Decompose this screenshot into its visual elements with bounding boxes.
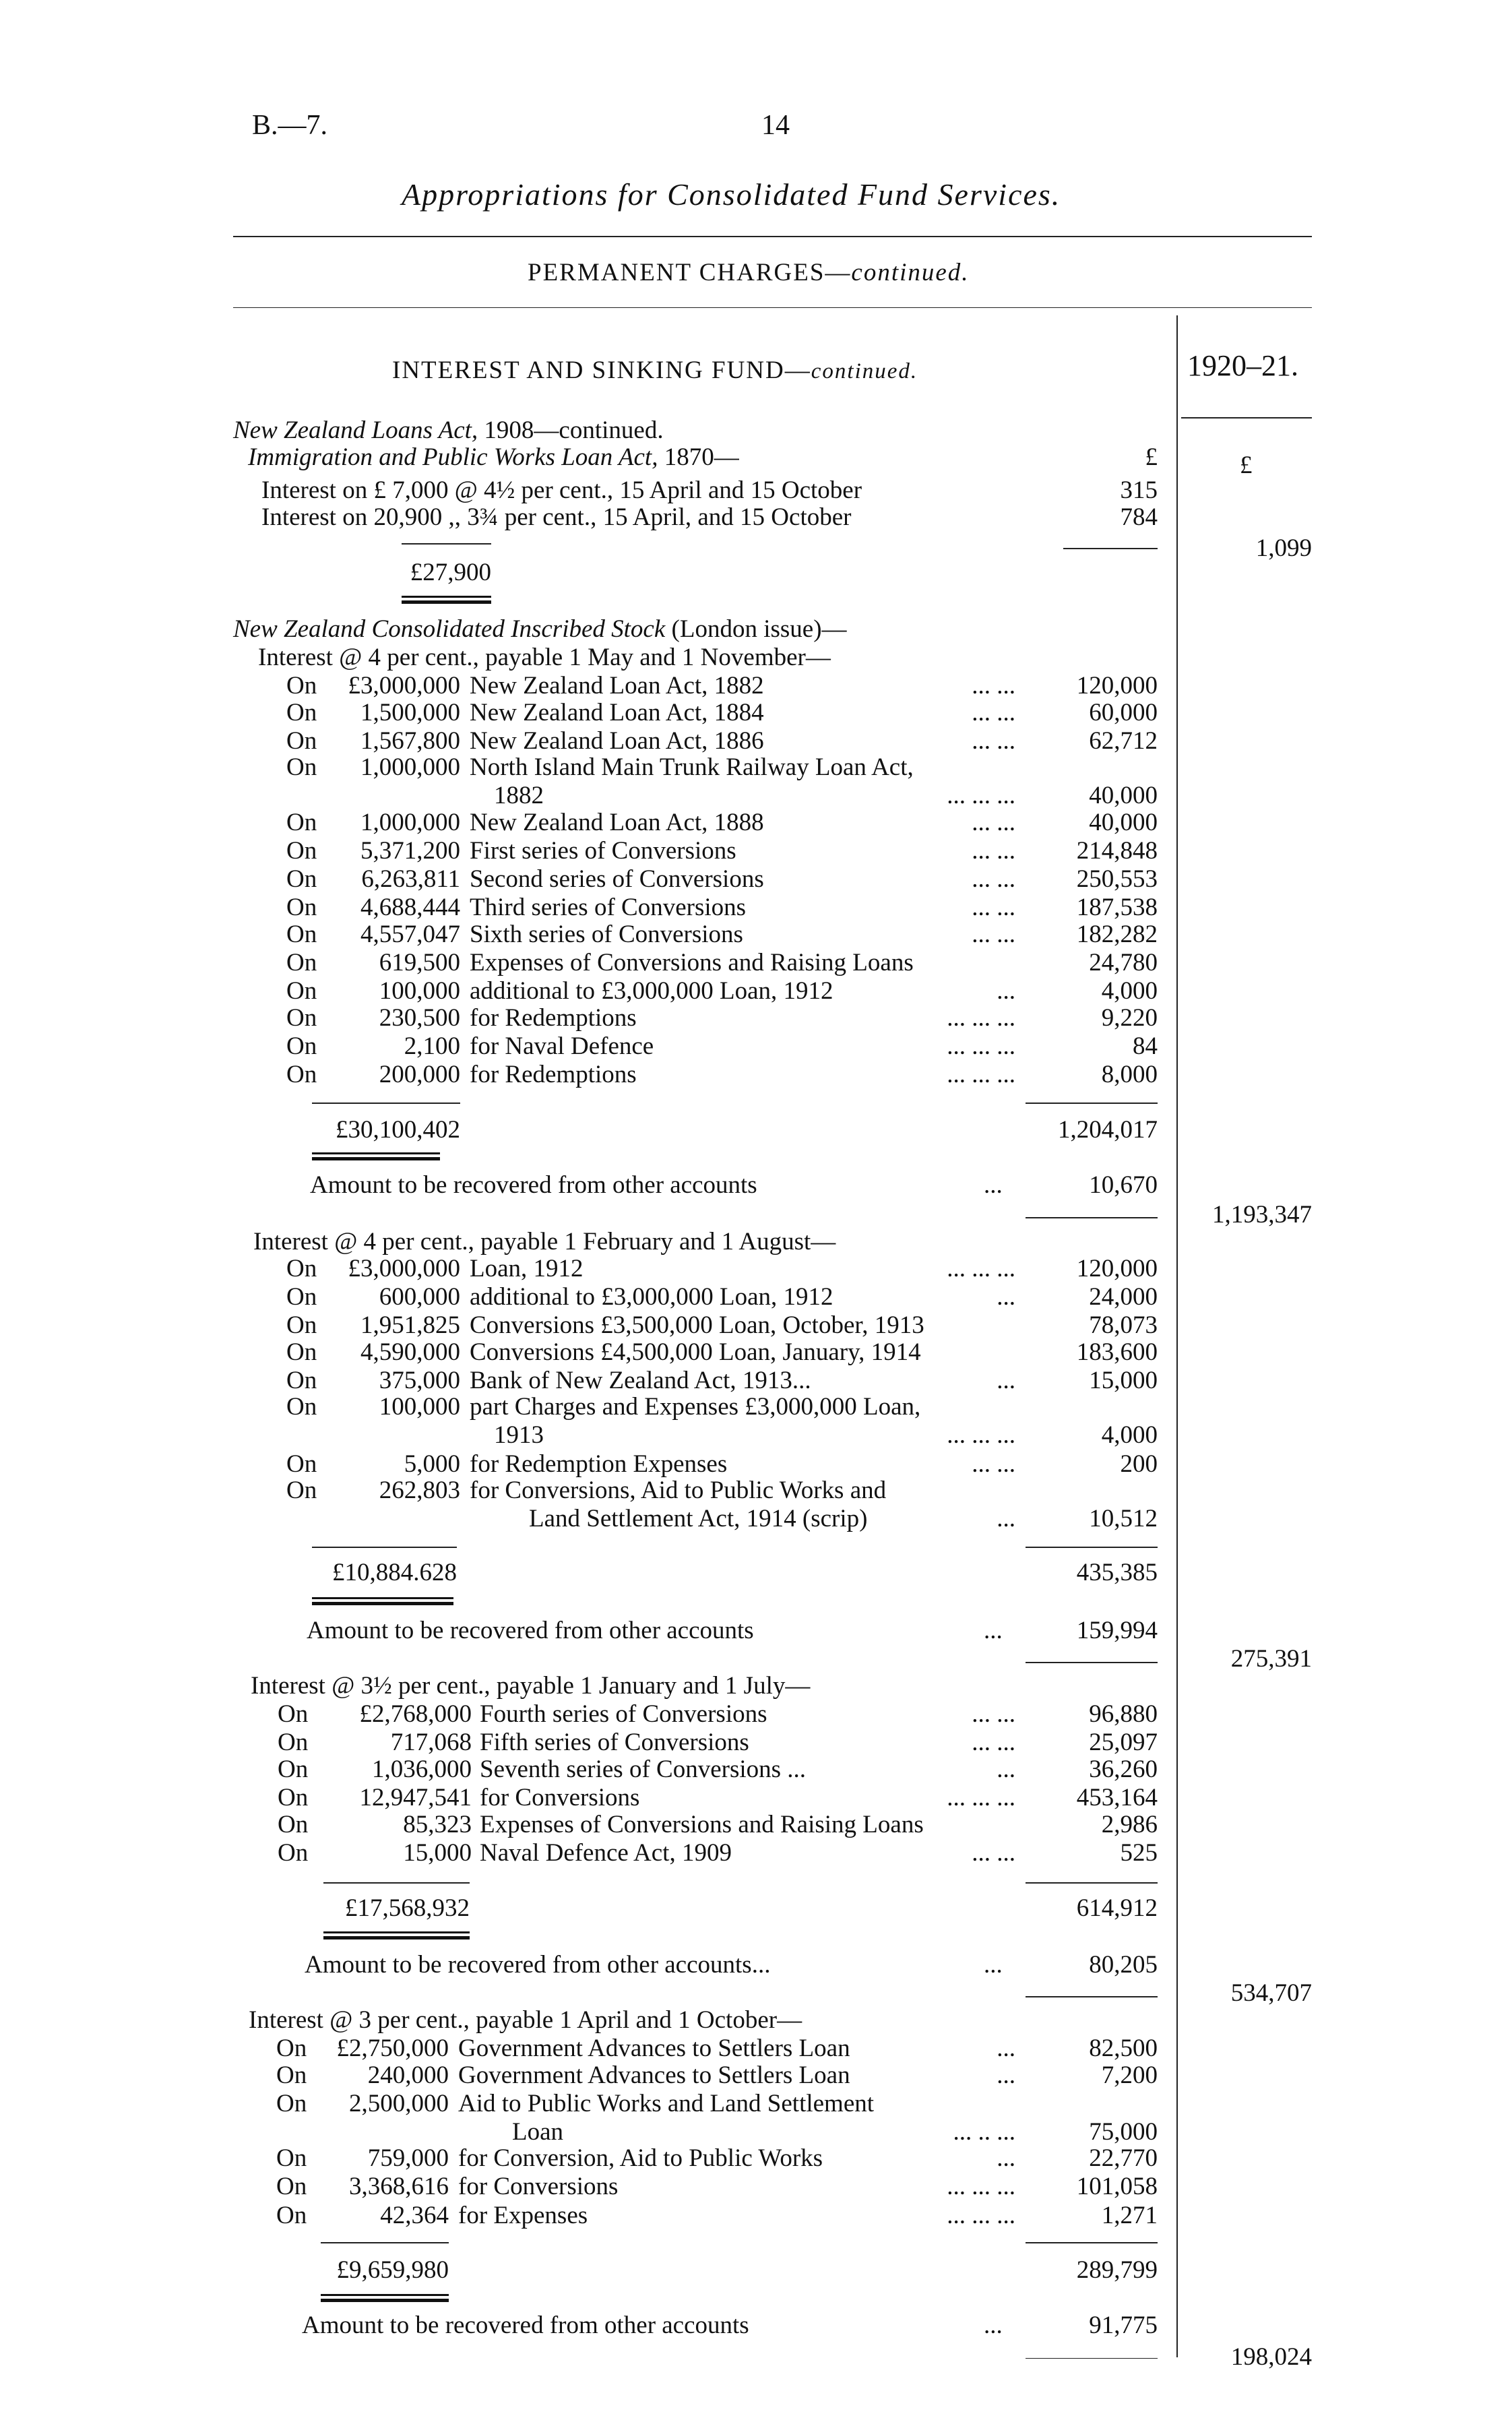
recovered-row: Amount to be recovered from other accounts ... 159,994 (307, 1617, 1158, 1644)
line-item: On £3,000,000 New Zealand Loan Act, 1882 ... ... 120,000 (286, 672, 1158, 700)
interest-heading: Interest @ 4 per cent., payable 1 February and 1 August— (253, 1228, 836, 1255)
interest-heading: Interest @ 3 per cent., payable 1 April and 1 October— (249, 2006, 802, 2034)
line-item: On 4,688,444 Third series of Conversions ... ... 187,538 (286, 894, 1158, 921)
section-total: 1,193,347 (1212, 1201, 1312, 1229)
section-heading: INTEREST AND SINKING FUND—continued. (392, 356, 918, 384)
double-rule (321, 2294, 449, 2302)
double-rule (312, 1152, 440, 1160)
line-item: On £2,768,000 Fourth series of Conversions ... ... 96,880 (278, 1700, 1158, 1728)
divider (233, 307, 1312, 308)
page-number: 14 (761, 110, 790, 141)
subtitle: PERMANENT CHARGES—continued. (528, 259, 970, 286)
rule (312, 1103, 460, 1104)
line-item-continuation: Land Settlement Act, 1914 (scrip) ... 10,512 (529, 1505, 1158, 1532)
currency-label: £ (1240, 452, 1253, 479)
line-item: On 2,100 for Naval Defence ... ... ... 84 (286, 1032, 1158, 1060)
line-item: On 5,000 for Redemption Expenses ... ... 200 (286, 1450, 1158, 1478)
line-item: On 1,500,000 New Zealand Loan Act, 1884 ... ... 60,000 (286, 699, 1158, 726)
line-item: On 5,371,200 First series of Conversions ... ... 214,848 (286, 837, 1158, 865)
line-item: On 42,364 for Expenses ... ... ... 1,271 (276, 2202, 1158, 2229)
section-total: 534,707 (1230, 1979, 1312, 2007)
subtotal-row: £30,100,402 1,204,017 (336, 1116, 1158, 1144)
line-item: On 4,557,047 Sixth series of Conversions ... ... 182,282 (286, 921, 1158, 948)
stock-heading: New Zealand Consolidated Inscribed Stock (London issue)— (233, 615, 847, 643)
line-item: On 1,000,000 North Island Main Trunk Railway Loan Act, (286, 753, 914, 781)
line-item: On 619,500 Expenses of Conversions and Raising Loans 24,780 (286, 949, 1158, 976)
divider (233, 236, 1312, 237)
line-item: On 717,068 Fifth series of Conversions ... ... 25,097 (278, 1729, 1158, 1756)
line-item: On £2,750,000 Government Advances to Settlers Loan ... 82,500 (276, 2035, 1158, 2062)
interest-line: Interest on 20,900 ,, 3¾ per cent., 15 April, and 15 October 784 (261, 503, 1158, 531)
line-item: On 85,323 Expenses of Conversions and Raising Loans 2,986 (278, 1811, 1158, 1838)
section-total: 275,391 (1230, 1645, 1312, 1673)
rule (312, 1547, 457, 1548)
line-item: On 600,000 additional to £3,000,000 Loan, 1912 ... 24,000 (286, 1283, 1158, 1311)
recovered-row: Amount to be recovered from other accounts ... 10,670 (310, 1171, 1158, 1199)
line-item: On 3,368,616 for Conversions ... ... ... 101,058 (276, 2173, 1158, 2200)
line-item: On 262,803 for Conversions, Aid to Public Works and (286, 1477, 887, 1504)
section-total: 1,099 (1255, 534, 1312, 562)
double-rule (402, 596, 491, 604)
line-item: On 12,947,541 for Conversions ... ... ... 453,164 (278, 1784, 1158, 1811)
sub-act-heading: Immigration and Public Works Loan Act, 1870— £ (248, 443, 1158, 471)
double-rule (312, 1597, 453, 1605)
section-total: 198,024 (1230, 2343, 1312, 2371)
line-item-continuation: 1882 ... ... ... 40,000 (494, 782, 1158, 809)
line-item: On 100,000 part Charges and Expenses £3,000,000 Loan, (286, 1393, 921, 1421)
line-item: On 759,000 for Conversion, Aid to Public Works ... 22,770 (276, 2144, 1158, 2172)
subtotal-row: £17,568,932 614,912 (345, 1894, 1158, 1922)
year-column-header: 1920–21. (1187, 349, 1298, 382)
line-item: On 375,000 Bank of New Zealand Act, 1913... ... 15,000 (286, 1367, 1158, 1394)
line-item: On 100,000 additional to £3,000,000 Loan, 1912 ... 4,000 (286, 977, 1158, 1005)
rule (1026, 1882, 1158, 1884)
line-item: On 240,000 Government Advances to Settlers Loan ... 7,200 (276, 2061, 1158, 2089)
rule (323, 1882, 470, 1884)
rule (1026, 1547, 1158, 1548)
face-value-total: £27,900 (410, 559, 491, 586)
act-heading: New Zealand Loans Act, 1908—continued. (233, 416, 664, 444)
line-item: On 1,036,000 Seventh series of Conversions ... ... 36,260 (278, 1756, 1158, 1783)
subtotal-row: £9,659,980 289,799 (336, 2256, 1158, 2284)
line-item-continuation: 1913 ... ... ... 4,000 (494, 1421, 1158, 1449)
line-item: On 6,263,811 Second series of Conversions ... ... 250,553 (286, 865, 1158, 893)
interest-heading: Interest @ 3½ per cent., payable 1 January and 1 July— (251, 1672, 811, 1700)
line-item-continuation: Loan ... .. ... 75,000 (512, 2118, 1158, 2146)
subtotal-row: £10,884.628 435,385 (332, 1559, 1158, 1586)
line-item: On 2,500,000 Aid to Public Works and Land Settlement (276, 2090, 875, 2117)
line-item: On 200,000 for Redemptions ... ... ... 8,000 (286, 1061, 1158, 1088)
rule (1026, 1103, 1158, 1104)
line-item: On 230,500 for Redemptions ... ... ... 9,220 (286, 1004, 1158, 1032)
line-item: On 15,000 Naval Defence Act, 1909 ... ... 525 (278, 1839, 1158, 1867)
double-rule (323, 1931, 470, 1940)
line-item: On 1,951,825 Conversions £3,500,000 Loan, October, 1913 78,073 (286, 1311, 1158, 1339)
recovered-row: Amount to be recovered from other accounts ... 91,775 (302, 2312, 1158, 2339)
page-title: Appropriations for Consolidated Fund Services. (402, 177, 1061, 212)
line-item: On 1,567,800 New Zealand Loan Act, 1886 ... ... 62,712 (286, 727, 1158, 755)
document-reference: B.—7. (252, 110, 328, 141)
interest-heading: Interest @ 4 per cent., payable 1 May and 1 November— (258, 644, 831, 671)
rule (1026, 2242, 1158, 2243)
recovered-row: Amount to be recovered from other accounts... ... 80,205 (305, 1951, 1158, 1979)
interest-line: Interest on £ 7,000 @ 4½ per cent., 15 April and 15 October 315 (261, 476, 1158, 504)
rule (321, 2242, 449, 2243)
line-item: On £3,000,000 Loan, 1912 ... ... ... 120,000 (286, 1255, 1158, 1282)
line-item: On 4,590,000 Conversions £4,500,000 Loan, January, 1914 183,600 (286, 1338, 1158, 1366)
line-item: On 1,000,000 New Zealand Loan Act, 1888 ... ... 40,000 (286, 809, 1158, 836)
